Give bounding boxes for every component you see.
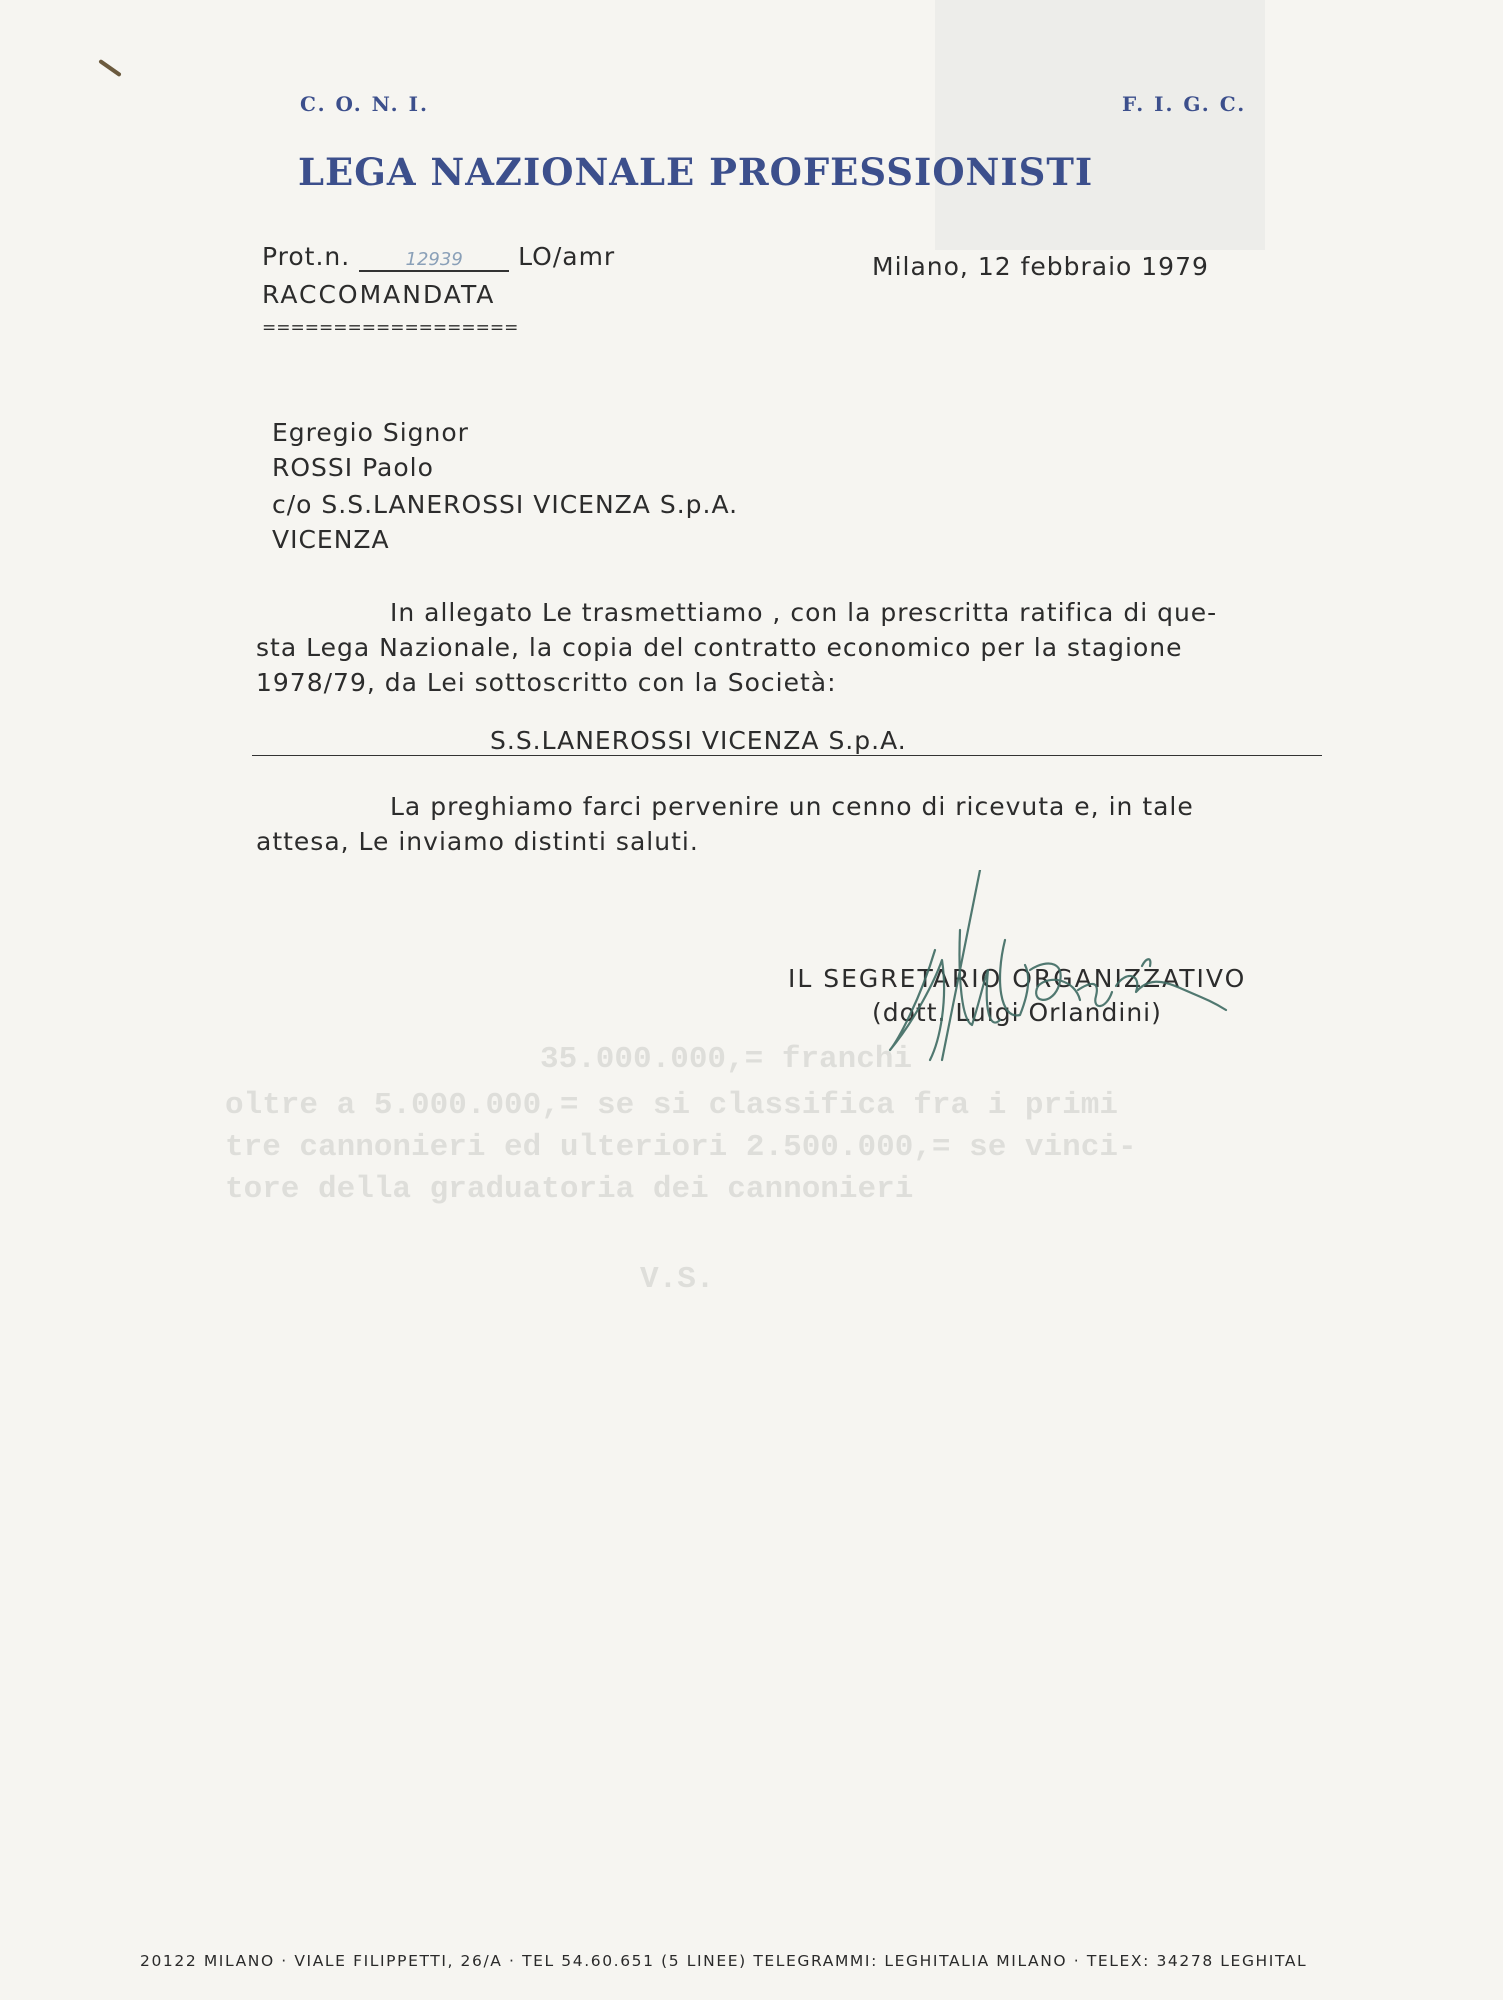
company-underline: [252, 755, 1322, 756]
company-name: S.S.LANEROSSI VICENZA S.p.A.: [490, 726, 907, 755]
date-line: Milano, 12 febbraio 1979: [872, 252, 1209, 281]
recipient-care-of: c/o S.S.LANEROSSI VICENZA S.p.A.: [272, 490, 739, 519]
body-para1-line2: sta Lega Nazionale, la copia del contratto economico per la stagione: [256, 633, 1183, 662]
delivery-underline: ==================: [262, 318, 519, 338]
coni-label: C. O. N. I.: [300, 92, 429, 116]
recipient-city: VICENZA: [272, 525, 390, 554]
letterhead-title: LEGA NAZIONALE PROFESSIONISTI: [298, 150, 1094, 194]
bleed-line-5: V.S.: [640, 1262, 715, 1297]
protocol-suffix: LO/amr: [518, 242, 616, 271]
signatory-title: IL SEGRETARIO ORGANIZZATIVO: [788, 964, 1247, 993]
protocol-number: 12939: [359, 249, 509, 272]
handwritten-signature: [880, 870, 1240, 1110]
recipient-name: ROSSI Paolo: [272, 453, 434, 482]
bleed-line-4: tore della graduatoria dei cannonieri: [225, 1172, 914, 1207]
recipient-salutation: Egregio Signor: [272, 418, 469, 447]
figc-label: F. I. G. C.: [1122, 92, 1247, 116]
body-para1-line3: 1978/79, da Lei sottoscritto con la Società:: [256, 668, 837, 697]
signatory-name: (dott. Luigi Orlandini): [872, 998, 1162, 1027]
paper-mark: [98, 59, 122, 77]
protocol-label: Prot.n.: [262, 242, 351, 271]
bleed-line-3: tre cannonieri ed ulteriori 2.500.000,= se vinci-: [225, 1130, 1137, 1165]
body-para2-line2: attesa, Le inviamo distinti saluti.: [256, 827, 699, 856]
bleed-line-2: oltre a 5.000.000,= se si classifica fra i primi: [225, 1088, 1118, 1123]
delivery-method: RACCOMANDATA: [262, 280, 496, 309]
body-para1-line1: In allegato Le trasmettiamo , con la prescritta ratifica di que-: [390, 598, 1218, 627]
letterhead-footer: 20122 MILANO · VIALE FILIPPETTI, 26/A · TEL 54.60.651 (5 LINEE) TELEGRAMMI: LEGHITALIA MILANO · TELEX: 34278 LEGHITAL: [140, 1952, 1308, 1970]
body-para2-line1: La preghiamo farci pervenire un cenno di ricevuta e, in tale: [390, 792, 1194, 821]
protocol-line: [262, 242, 615, 272]
bleed-line-1: 35.000.000,= franchi: [540, 1042, 913, 1077]
bleed-through-shadow: [935, 0, 1265, 250]
